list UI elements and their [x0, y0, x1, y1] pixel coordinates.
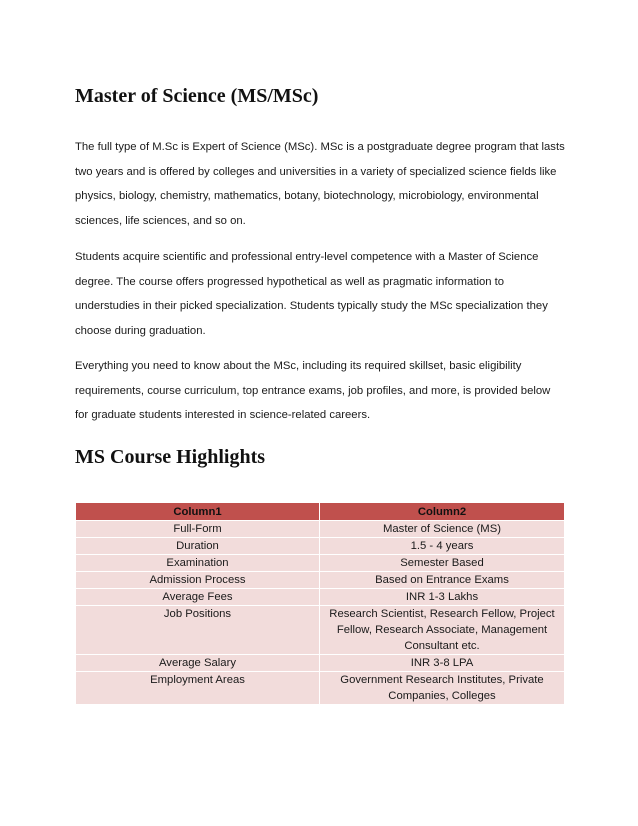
column-header: Column1 [76, 503, 320, 521]
table-cell-label: Admission Process [76, 572, 320, 589]
overview-paragraph: Everything you need to know about the MSc, including its required skillset, basic eligibility requirements, course curriculum, top entrance exams, job profiles, and more, is provided below for graduate students interested in science-related careers. [75, 360, 551, 421]
table-row [76, 572, 565, 589]
table-cell-label: Job Positions [76, 606, 320, 655]
table-cell-value: Master of Science (MS) [320, 521, 565, 538]
competence-paragraph: Students acquire scientific and professional entry-level competence with a Master of Science degree. The course offers progressed hypothetical as well as pragmatic information to understudies in their picked specialization. Students typically study the MSc specialization they choose during graduation. [75, 251, 548, 337]
table-row [76, 606, 565, 655]
page-title: Master of Science (MS/MSc) [75, 85, 319, 107]
column-header: Column2 [320, 503, 565, 521]
table-cell-value: Semester Based [320, 555, 565, 572]
table-cell-value: INR 3-8 LPA [320, 655, 565, 672]
table-cell-value: Government Research Institutes, Private Companies, Colleges [320, 672, 565, 705]
table-row [76, 555, 565, 572]
table-cell-value: Based on Entrance Exams [320, 572, 565, 589]
course-highlights-table [75, 502, 565, 705]
table-cell-label: Average Salary [76, 655, 320, 672]
table-row [76, 655, 565, 672]
intro-paragraph: The full type of M.Sc is Expert of Science (MSc). MSc is a postgraduate degree program that lasts two years and is offered by colleges and universities in a variety of specialized science fields like physics, biology, chemistry, mathematics, botany, biotechnology, microbiology, environmental sciences, life sciences, and so on. [75, 141, 565, 227]
table-cell-label: Full-Form [76, 521, 320, 538]
table-header-row [76, 503, 565, 521]
table-cell-label: Examination [76, 555, 320, 572]
table-row [76, 589, 565, 606]
table-row [76, 521, 565, 538]
table-cell-value: INR 1-3 Lakhs [320, 589, 565, 606]
table-cell-label: Average Fees [76, 589, 320, 606]
table-row [76, 538, 565, 555]
table-row [76, 672, 565, 705]
table-cell-value: 1.5 - 4 years [320, 538, 565, 555]
table-cell-label: Duration [76, 538, 320, 555]
section-heading: MS Course Highlights [75, 446, 266, 468]
table-cell-label: Employment Areas [76, 672, 320, 705]
table-cell-value: Research Scientist, Research Fellow, Project Fellow, Research Associate, Management Consultant etc. [320, 606, 565, 655]
